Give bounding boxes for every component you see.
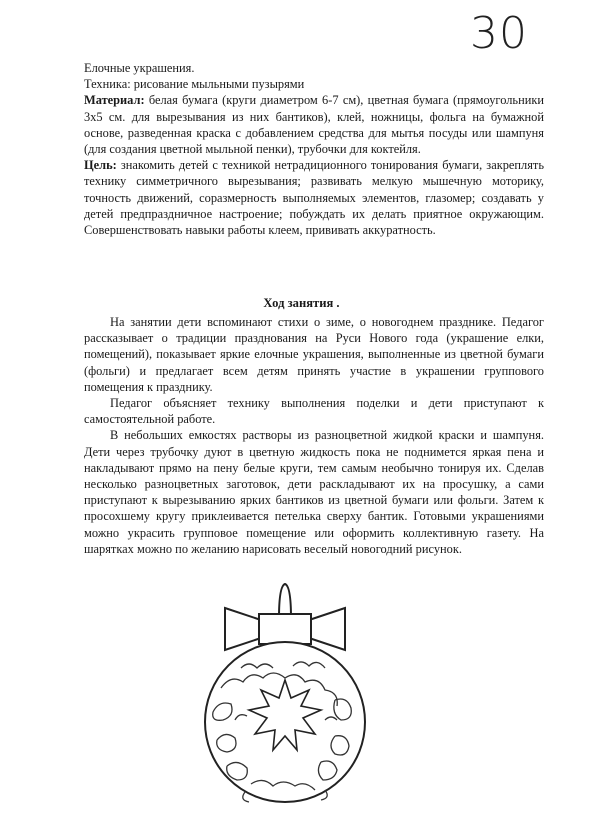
material-label: Материал: <box>84 93 145 108</box>
material-text: белая бумага (круги диаметром 6-7 см), цветная бумага (прямоугольники 3х5 см. для вырезывания из них бантиков), клей, ножницы, фольга на бумажной основе, разведенная краска с добавлением средства для мытья посуды или шампуня (для создания цветной мыльной пенки), трубочки для коктейля. <box>84 93 544 157</box>
ornament-illustration <box>175 580 395 820</box>
intro-block <box>84 60 544 238</box>
goal-label: Цель: <box>84 158 117 173</box>
ornament-loop <box>279 584 291 618</box>
ornament-bow-center <box>259 614 311 644</box>
procedure-paragraph-1: На занятии дети вспоминают стихи о зиме, о новогоднем празднике. Педагог рассказывает о традиции празднования на Руси Нового года (украшение елки, помещений), показывает яркие елочные украшения, выполненные из цветной бумаги (фольги) и предлагает всем детям принять участие в украшении группового помещения к празднику. <box>84 315 544 394</box>
goal-paragraph <box>84 157 544 238</box>
goal-text: знакомить детей с техникой нетрадиционного тонирования бумаги, закреплять технику симметричного вырезывания; развивать мелкую мышечную моторику, точность движений, соразмерность выполняемых элементов, глазомер; создавать у детей предпраздничное настроение; побуждать их делать приятное окружающим. Совершенствовать навыки работы клеем, прививать аккуратность. <box>84 158 544 238</box>
page-number: 30 <box>470 8 528 59</box>
procedure-paragraph-3: В небольших емкостях растворы из разноцветной жидкой краски и шампуня. Дети через трубочку дуют в цветную жидкость пока не поднимется яркая пена и накладывают прямо на пену белые круги, тем самым необычно тонируя их. Сделав несколько разноцветных заготовок, дети раскладывают их на просушку, а сами приступают к вырезыванию ярких бантиков из цветной бумаги или фольги. Затем к просохшему кругу приклеивается петелька сверху бантик. Готовыми украшениями можно украсить групповое помещение или оформить коллективную газету. На шарятках можно по желанию нарисовать веселый новогодний рисунок. <box>84 428 544 556</box>
ornament-bow-right <box>309 608 345 650</box>
material-paragraph <box>84 92 544 157</box>
procedure-block <box>84 314 544 557</box>
section-title: Ход занятия . <box>263 296 340 310</box>
ornament-bow-left <box>225 608 261 650</box>
procedure-paragraph-2: Педагог объясняет технику выполнения поделки и дети приступают к самостоятельной работе. <box>84 396 544 427</box>
technique-line: Техника: рисование мыльными пузырями <box>84 77 305 92</box>
lesson-title: Елочные украшения. <box>84 61 195 75</box>
